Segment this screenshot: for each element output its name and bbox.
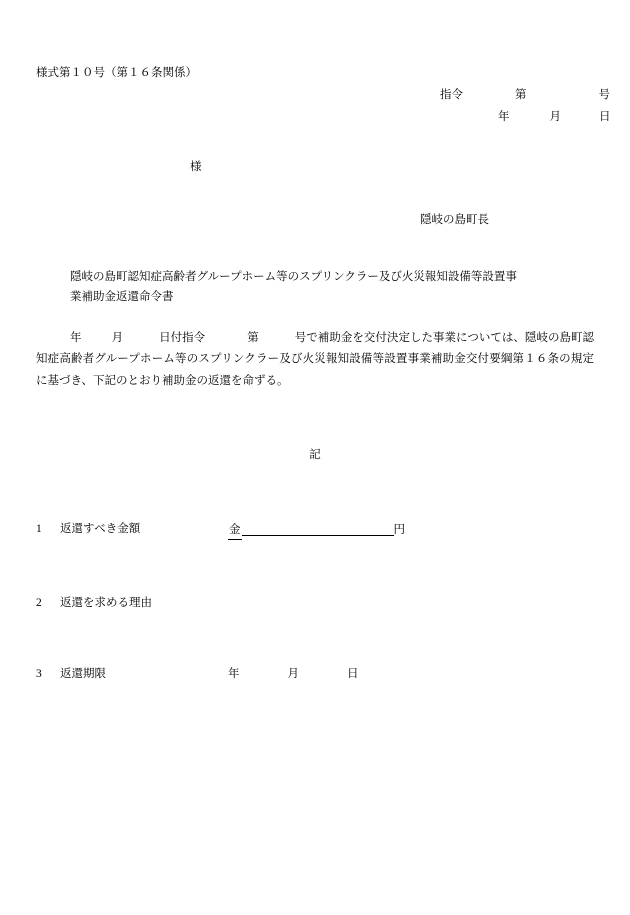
deadline-year: 年 bbox=[228, 668, 240, 680]
order-label: 指令 bbox=[440, 89, 463, 101]
issuer-name: 隠岐の島町長 bbox=[420, 214, 489, 226]
order-gou: 号 bbox=[598, 89, 610, 101]
item-3 bbox=[36, 665, 106, 683]
amount-suffix: 円 bbox=[393, 524, 405, 536]
item-3-label: 返還期限 bbox=[60, 668, 106, 680]
deadline-day: 日 bbox=[347, 668, 359, 680]
addressee-suffix: 様 bbox=[190, 161, 202, 173]
order-date-line bbox=[498, 108, 611, 126]
body-line3: 規定に基づき、下記のとおり補助金の返還を命ずる。 bbox=[36, 353, 595, 387]
body-month: 月 bbox=[111, 332, 124, 344]
ki-marker: 記 bbox=[309, 449, 321, 461]
item-1 bbox=[36, 520, 140, 538]
body-year: 年 bbox=[70, 332, 82, 344]
item-1-label: 返還すべき金額 bbox=[60, 523, 141, 535]
item-1-number: 1 bbox=[36, 523, 42, 535]
amount-prefix: 金 bbox=[228, 521, 242, 540]
document-title-line1: 隠岐の島町認知症高齢者グループホーム等のスプリンクラー及び火災報知設備等設置事 bbox=[70, 271, 517, 283]
item-2 bbox=[36, 594, 152, 612]
order-number-line bbox=[440, 86, 610, 104]
body-gou-text: 号で補助金を交付決定した事業については、隠岐の島町認知 bbox=[36, 332, 595, 366]
item-3-number: 3 bbox=[36, 668, 42, 680]
body-day-order: 日付指令 bbox=[159, 332, 206, 344]
amount-input[interactable] bbox=[242, 520, 394, 536]
date-year: 年 bbox=[498, 111, 510, 123]
order-dai: 第 bbox=[515, 89, 527, 101]
body-line2: 症高齢者グループホーム等のスプリンクラー及び火災報知設備等設置事業補助金交付要綱第１６条の bbox=[47, 353, 571, 366]
item-2-number: 2 bbox=[36, 597, 42, 609]
date-day: 日 bbox=[599, 111, 611, 123]
date-month: 月 bbox=[549, 111, 561, 123]
body-dai: 第 bbox=[247, 332, 259, 344]
item-3-deadline-field bbox=[228, 665, 359, 683]
form-number: 様式第１０号（第１６条関係） bbox=[36, 67, 197, 79]
document-title-line2: 業補助金返還命令書 bbox=[70, 291, 174, 303]
item-2-label: 返還を求める理由 bbox=[60, 597, 152, 609]
deadline-month: 月 bbox=[287, 668, 299, 680]
item-1-amount-field bbox=[228, 520, 405, 540]
body-paragraph bbox=[36, 328, 594, 392]
